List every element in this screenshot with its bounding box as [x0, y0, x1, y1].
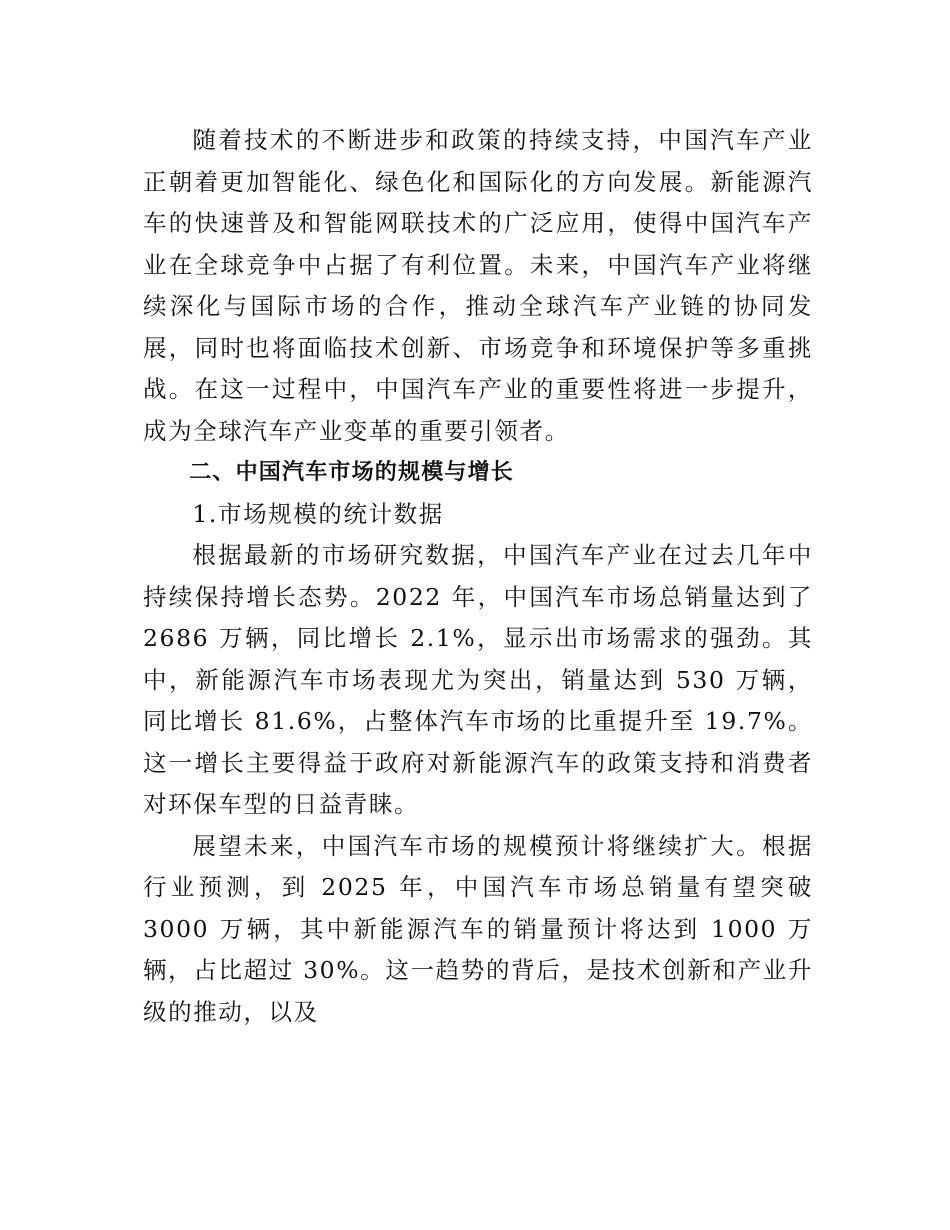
market-data-paragraph: 根据最新的市场研究数据，中国汽车产业在过去几年中持续保持增长态势。2022 年，中国汽车市场总销量达到了 2686 万辆，同比增长 2.1%，显示出市场需求的强劲。其中，新能源汽车市场表现尤为突出，销量达到 530 万辆，同比增长 81.6%，占整体汽车市场的比重提升至 19.7%。这一增长主要得益于政府对新能源汽车的政策支持和消费者对环保车型的日益青睐。 [143, 541, 813, 818]
subsection-heading: 1.市场规模的统计数据 [192, 499, 444, 528]
intro-paragraph: 随着技术的不断进步和政策的持续支持，中国汽车产业正朝着更加智能化、绿色化和国际化的方向发展。新能源汽车的快速普及和智能网联技术的广泛应用，使得中国汽车产业在全球竞争中占据了有利位置。未来，中国汽车产业将继续深化与国际市场的合作，推动全球汽车产业链的协同发展，同时也将面临技术创新、市场竞争和环境保护等多重挑战。在这一过程中，中国汽车产业的重要性将进一步提升，成为全球汽车产业变革的重要引领者。 [143, 126, 813, 445]
forecast-paragraph: 展望未来，中国汽车市场的规模预计将继续扩大。根据行业预测，到 2025 年，中国汽车市场总销量有望突破 3000 万辆，其中新能源汽车的销量预计将达到 1000 万辆，占比超过 30%。这一趋势的背后，是技术创新和产业升级的推动，以及 [143, 831, 813, 1026]
section-heading: 二、中国汽车市场的规模与增长 [189, 460, 514, 485]
document-body [143, 120, 813, 1033]
